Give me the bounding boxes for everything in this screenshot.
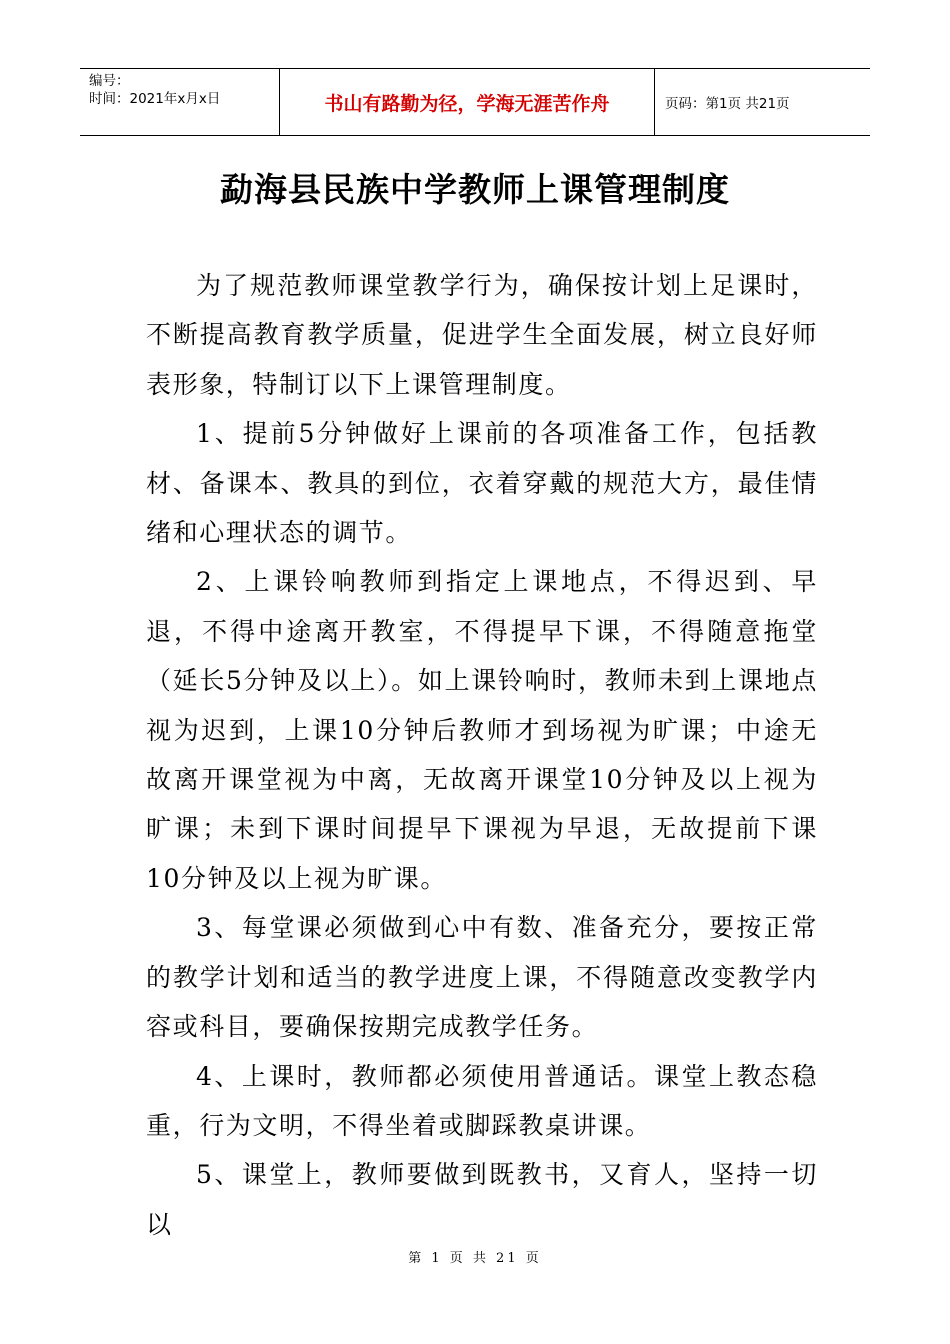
page-footer: 第 1 页 共 21 页	[408, 1251, 542, 1266]
header-meta	[80, 69, 280, 135]
date-label: 时间：2021年x月x日	[89, 91, 221, 107]
paragraph-item-1: 1、提前5分钟做好上课前的各项准备工作，包括教材、备课本、教具的到位，衣着穿戴的规范大方，最佳情绪和心理状态的调节。	[146, 419, 818, 548]
document-header	[80, 68, 870, 136]
paragraph-intro: 为了规范教师课堂教学行为，确保按计划上足课时，不断提高教育教学质量，促进学生全面发展，树立良好师表形象，特制订以下上课管理制度。	[146, 271, 818, 399]
paragraph-item-4: 4、上课时，教师都必须使用普通话。课堂上教态稳重，行为文明，不得坐着或脚踩教桌讲课。	[146, 1061, 818, 1140]
paragraph-item-3: 3、每堂课必须做到心中有数、准备充分，要按正常的教学计划和适当的教学进度上课，不得随意改变教学内容或科目，要确保按期完成教学任务。	[146, 913, 818, 1042]
header-motto: 书山有路勤为径，学海无涯苦作舟	[280, 69, 655, 135]
paragraph-item-5: 5、课堂上，教师要做到既教书，又育人，坚持一切以	[146, 1160, 818, 1239]
paragraph-item-2: 2、上课铃响教师到指定上课地点，不得迟到、早退，不得中途离开教室，不得提早下课，不得随意拖堂（延长5分钟及以上）。如上课铃响时，教师未到上课地点视为迟到，上课10分钟后教师才到场视为旷课；中途无故离开课堂视为中离，无故离开课堂10分钟及以上视为旷课；未到下课时间提早下课视为早退，无故提前下课10分钟及以上视为旷课。	[146, 567, 818, 893]
document-body	[146, 261, 818, 1249]
number-label: 编号：	[89, 73, 130, 89]
header-page-info: 页码：第1页 共21页	[665, 96, 790, 112]
document-title: 勐海县民族中学教师上课管理制度	[220, 170, 730, 209]
